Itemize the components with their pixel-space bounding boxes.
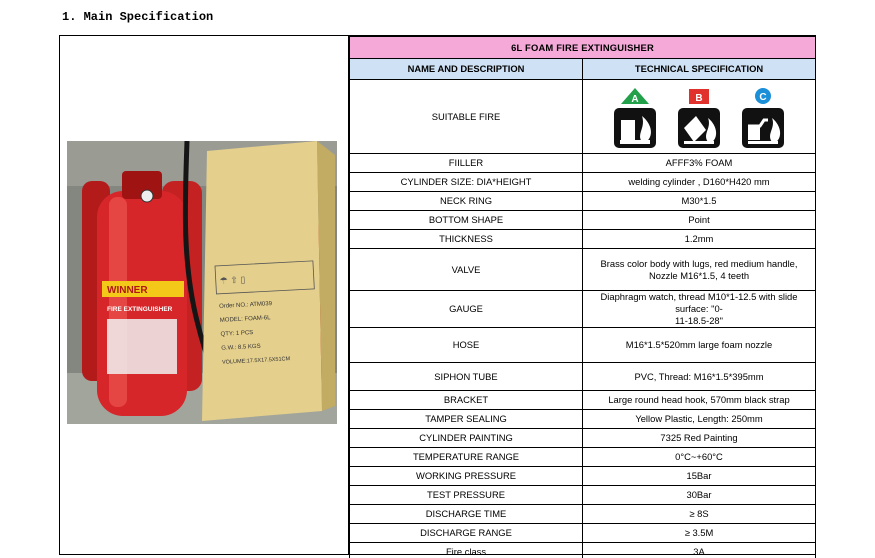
table-row (350, 249, 816, 291)
svg-text:☂ ⇧ ▯: ☂ ⇧ ▯ (219, 274, 246, 286)
spec-container (59, 35, 816, 555)
suitable-fire-row (350, 80, 816, 154)
section-heading: 1. Main Specification (62, 10, 214, 24)
spec-name: THICKNESS (350, 230, 583, 249)
extinguisher-brand: WINNER (107, 285, 148, 296)
spec-value: M30*1.5 (583, 192, 816, 211)
table-title-row (350, 37, 816, 59)
spec-value: ≥ 3.5M (583, 524, 816, 543)
fire-class-icons (583, 80, 816, 154)
table-row (350, 291, 816, 328)
table-row (350, 173, 816, 192)
spec-name: DISCHARGE RANGE (350, 524, 583, 543)
spec-table (349, 36, 816, 558)
box-gw: G.W.: 8.5 KGS (221, 343, 261, 352)
spec-value: 30Bar (583, 486, 816, 505)
spec-value: welding cylinder , D160*H420 mm (583, 173, 816, 192)
photo-cell (60, 36, 349, 554)
class-a-letter: A (631, 93, 639, 105)
spec-name: VALVE (350, 249, 583, 291)
spec-name: TEMPERATURE RANGE (350, 448, 583, 467)
table-row (350, 391, 816, 410)
spec-name: TEST PRESSURE (350, 486, 583, 505)
table-row (350, 192, 816, 211)
column-header-spec: TECHNICAL SPECIFICATION (583, 59, 816, 80)
table-row (350, 486, 816, 505)
spec-value: Brass color body with lugs, red medium handle, Nozzle M16*1.5, 4 teeth (583, 249, 816, 291)
spec-name: SIPHON TUBE (350, 363, 583, 391)
table-row (350, 543, 816, 558)
table-row (350, 410, 816, 429)
spec-name: Fire class (350, 543, 583, 558)
spec-name: DISCHARGE TIME (350, 505, 583, 524)
table-header-row (350, 59, 816, 80)
spec-value: ≥ 8S (583, 505, 816, 524)
spec-value: Yellow Plastic, Length: 250mm (583, 410, 816, 429)
spec-value: AFFF3% FOAM (583, 154, 816, 173)
table-title: 6L FOAM FIRE EXTINGUISHER (350, 37, 816, 59)
table-row (350, 505, 816, 524)
spec-rows (350, 154, 816, 558)
box-model: MODEL: FOAM-6L (219, 315, 271, 324)
class-c-fire-icon (740, 86, 786, 150)
column-header-name: NAME AND DESCRIPTION (350, 59, 583, 80)
class-b-letter: B (695, 92, 703, 104)
class-b-fire-icon (676, 86, 722, 150)
spec-name: BOTTOM SHAPE (350, 211, 583, 230)
box-qty: QTY: 1 PCS (220, 330, 254, 338)
spec-name: FIILLER (350, 154, 583, 173)
spec-value: Point (583, 211, 816, 230)
spec-value: 0°C~+60°C (583, 448, 816, 467)
suitable-fire-label: SUITABLE FIRE (350, 80, 583, 154)
class-c-letter: C (759, 91, 767, 103)
product-photo (67, 141, 337, 424)
extinguisher-label: FIRE EXTINGUISHER (107, 306, 173, 313)
spec-name: WORKING PRESSURE (350, 467, 583, 486)
spec-value: 15Bar (583, 467, 816, 486)
spec-value: M16*1.5*520mm large foam nozzle (583, 328, 816, 363)
spec-value: 7325 Red Painting (583, 429, 816, 448)
spec-name: TAMPER SEALING (350, 410, 583, 429)
spec-name: CYLINDER PAINTING (350, 429, 583, 448)
table-row (350, 467, 816, 486)
box-order: Order NO.: ATM039 (218, 301, 273, 310)
table-row (350, 524, 816, 543)
class-a-fire-icon (612, 86, 658, 150)
spec-name: GAUGE (350, 291, 583, 328)
box-volume: VOLUME:17.5X17.5X51CM (221, 356, 291, 366)
table-row (350, 363, 816, 391)
table-row (350, 230, 816, 249)
table-row (350, 211, 816, 230)
spec-name: BRACKET (350, 391, 583, 410)
spec-value: Diaphragm watch, thread M10*1-12.5 with slide surface: "0- 11-18.5-28" (583, 291, 816, 328)
table-row (350, 154, 816, 173)
spec-value: 1.2mm (583, 230, 816, 249)
table-row (350, 429, 816, 448)
spec-value: 3A (583, 543, 816, 558)
spec-name: NECK RING (350, 192, 583, 211)
spec-value: PVC, Thread: M16*1.5*395mm (583, 363, 816, 391)
table-row (350, 448, 816, 467)
table-row (350, 328, 816, 363)
spec-name: HOSE (350, 328, 583, 363)
spec-value: Large round head hook, 570mm black strap (583, 391, 816, 410)
spec-name: CYLINDER SIZE: DIA*HEIGHT (350, 173, 583, 192)
